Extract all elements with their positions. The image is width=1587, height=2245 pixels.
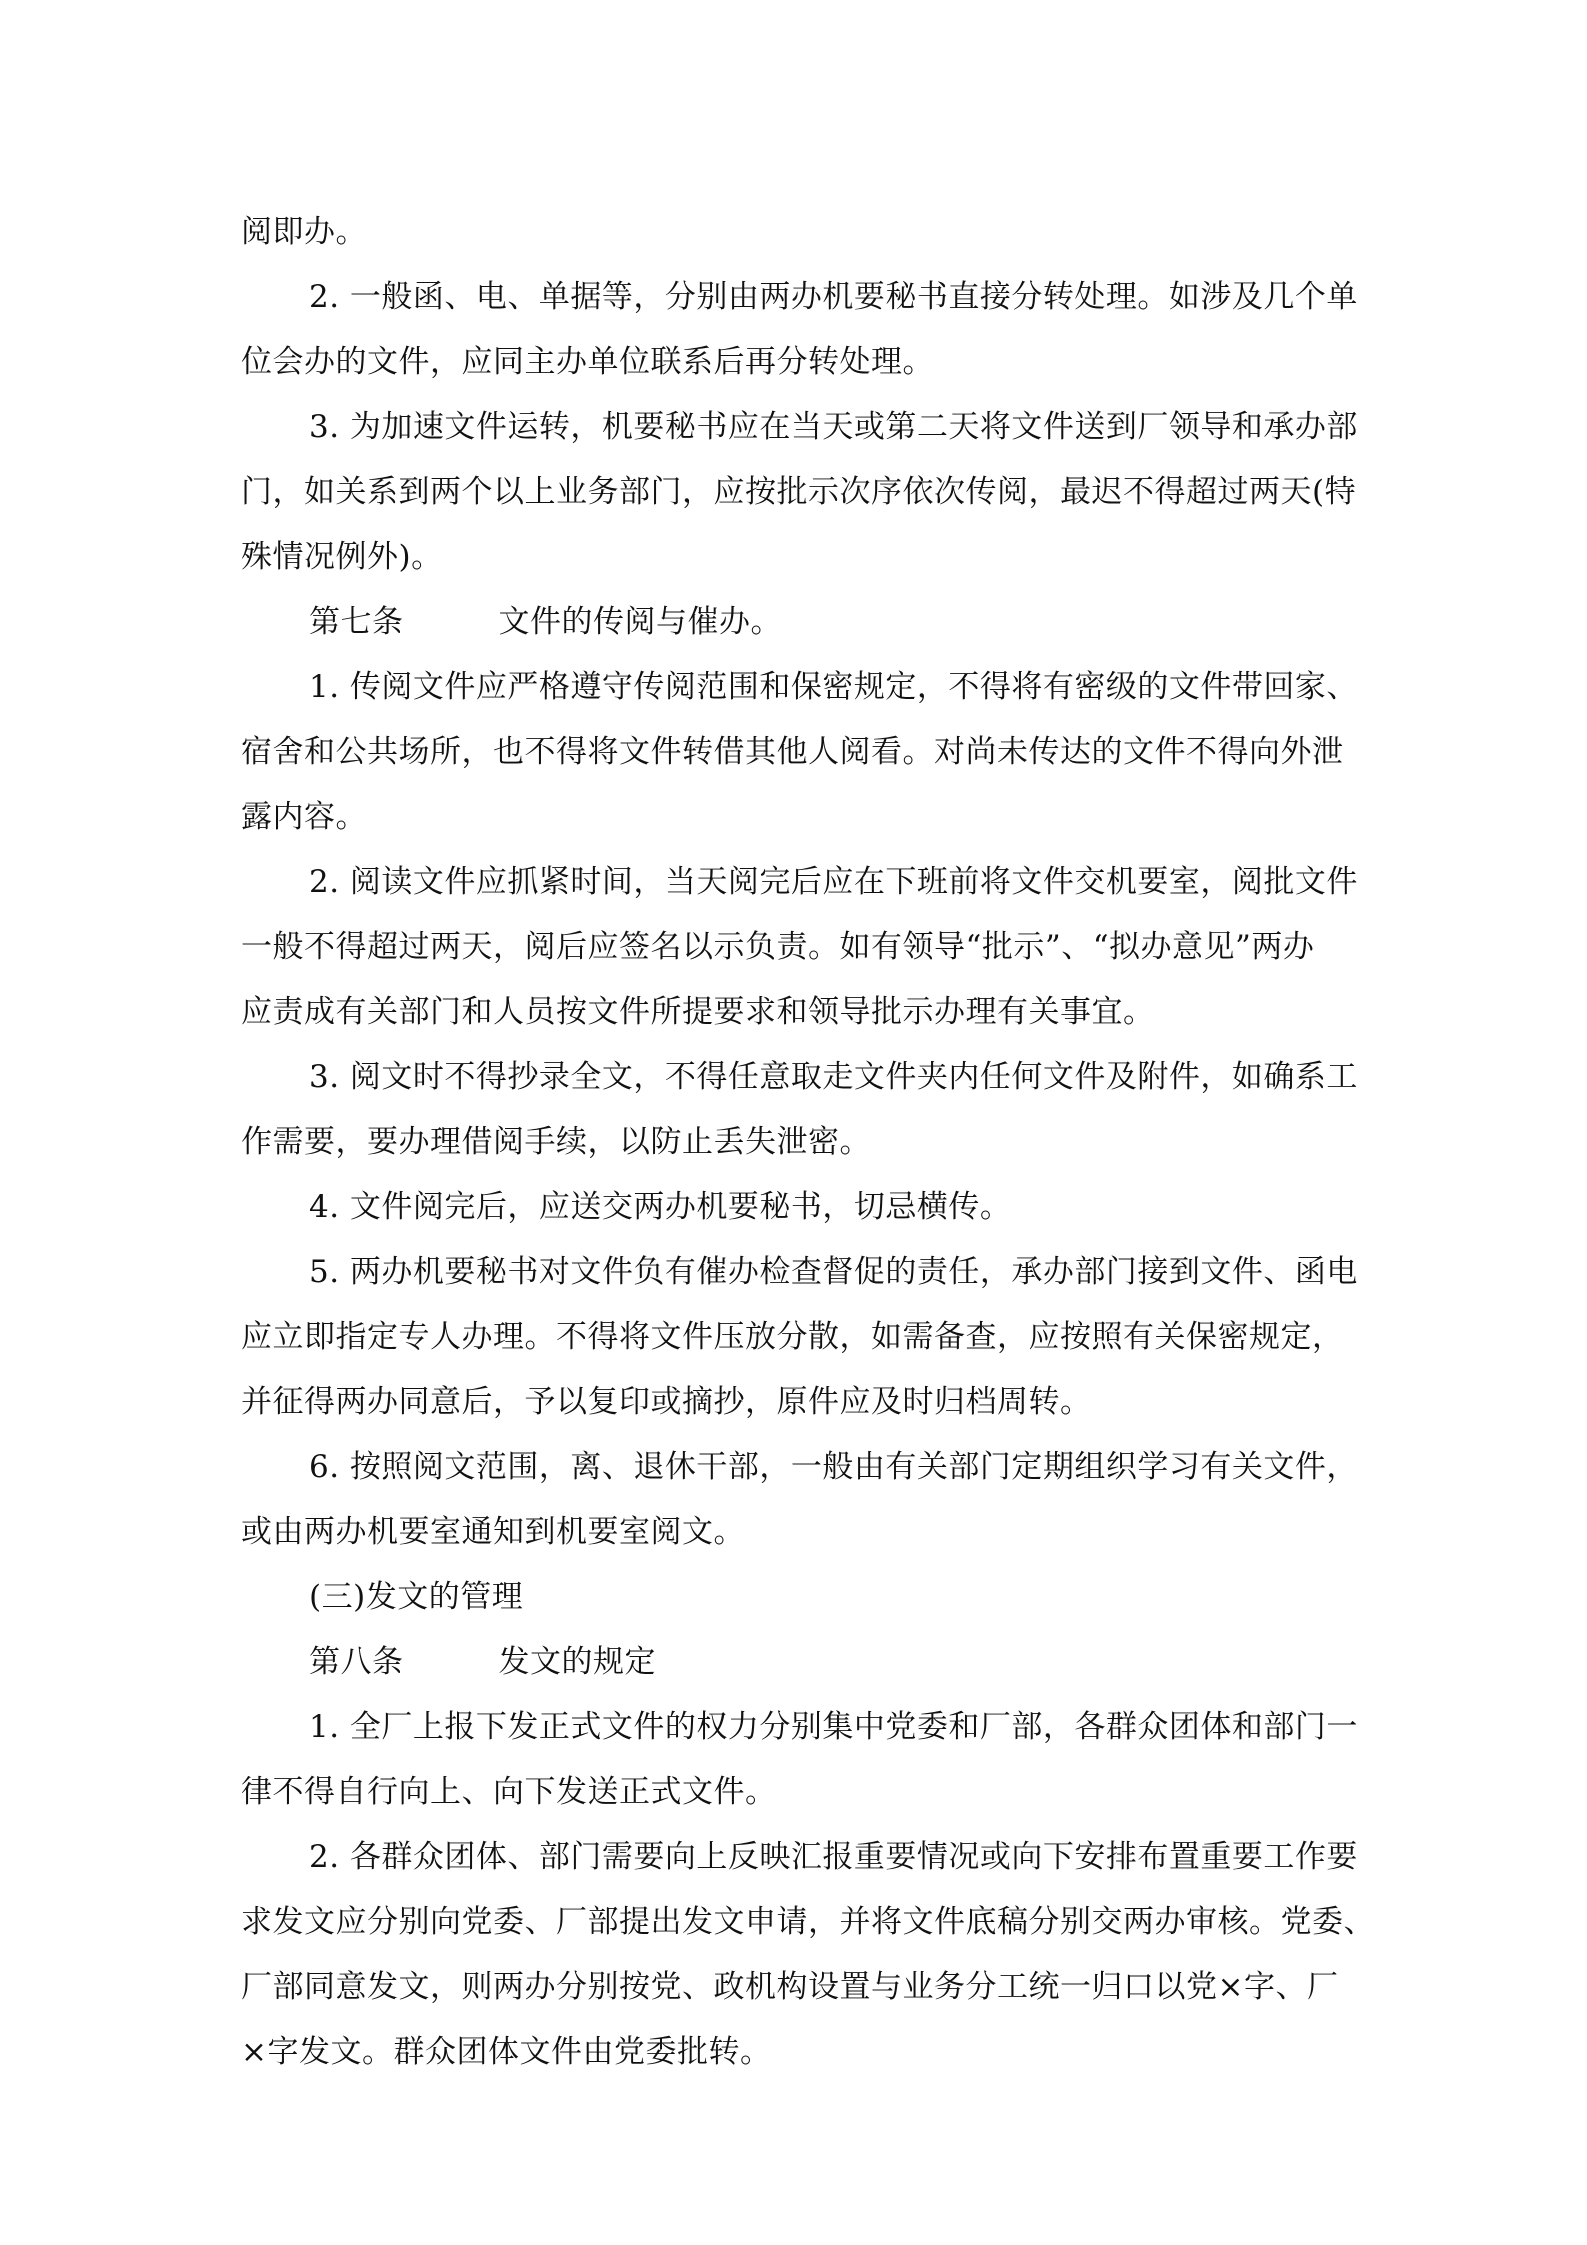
text-line: 应责成有关部门和人员按文件所提要求和领导批示办理有关事宜。 (241, 994, 1155, 1030)
text-line: 殊情况例外)。 (241, 539, 443, 575)
text-line: 4. 文件阅完后，应送交两办机要秘书，切忌横传。 (309, 1189, 1012, 1225)
text-line: 厂部同意发文，则两办分别按党、政机构设置与业务分工统一归口以党×字、厂 (241, 1969, 1339, 2005)
document-body (241, 200, 1375, 2085)
text-line: 5. 两办机要秘书对文件负有催办检查督促的责任，承办部门接到文件、函电 (309, 1254, 1358, 1290)
text-line: 2. 一般函、电、单据等，分别由两办机要秘书直接分转处理。如涉及几个单 (309, 279, 1358, 315)
text-line: 或由两办机要室通知到机要室阅文。 (241, 1514, 745, 1550)
article-8-title: 发文的规定 (498, 1644, 656, 1680)
text-line: 宿舍和公共场所，也不得将文件转借其他人阅看。对尚未传达的文件不得向外泄 (241, 734, 1344, 770)
article-7-title: 文件的传阅与催办。 (498, 604, 782, 640)
text-line: 并征得两办同意后，予以复印或摘抄，原件应及时归档周转。 (241, 1384, 1092, 1420)
text-line: 露内容。 (241, 799, 367, 835)
text-line: 律不得自行向上、向下发送正式文件。 (241, 1774, 777, 1810)
text-line: ×字发文。群众团体文件由党委批转。 (241, 2034, 772, 2070)
text-line: 求发文应分别向党委、厂部提出发文申请，并将文件底稿分别交两办审核。党委、 (241, 1904, 1375, 1940)
article-7-heading (241, 590, 1361, 655)
article-8-heading (241, 1630, 1361, 1695)
text-line: 门，如关系到两个以上业务部门，应按批示次序依次传阅，最迟不得超过两天(特 (241, 474, 1357, 510)
text-line: 1. 传阅文件应严格遵守传阅范围和保密规定，不得将有密级的文件带回家、 (309, 669, 1358, 705)
section-heading: (三)发文的管理 (309, 1579, 524, 1615)
article-7-label: 第七条 (309, 604, 404, 640)
text-line: 1. 全厂上报下发正式文件的权力分别集中党委和厂部，各群众团体和部门一 (309, 1709, 1358, 1745)
text-line: 阅即办。 (241, 214, 367, 250)
text-line: 3. 阅文时不得抄录全文，不得任意取走文件夹内任何文件及附件，如确系工 (309, 1059, 1358, 1095)
text-line: 应立即指定专人办理。不得将文件压放分散，如需备查，应按照有关保密规定， (241, 1319, 1344, 1355)
text-line: 6. 按照阅文范围，离、退休干部，一般由有关部门定期组织学习有关文件， (309, 1449, 1358, 1485)
text-line: 3. 为加速文件运转，机要秘书应在当天或第二天将文件送到厂领导和承办部 (309, 409, 1358, 445)
text-line: 2. 阅读文件应抓紧时间，当天阅完后应在下班前将文件交机要室，阅批文件 (309, 864, 1358, 900)
text-line: 2. 各群众团体、部门需要向上反映汇报重要情况或向下安排布置重要工作要 (309, 1839, 1358, 1875)
text-line: 位会办的文件，应同主办单位联系后再分转处理。 (241, 344, 934, 380)
text-line: 作需要，要办理借阅手续，以防止丢失泄密。 (241, 1124, 871, 1160)
text-line: 一般不得超过两天，阅后应签名以示负责。如有领导“批示”、“拟办意见”两办 (241, 929, 1315, 965)
article-8-label: 第八条 (309, 1644, 404, 1680)
